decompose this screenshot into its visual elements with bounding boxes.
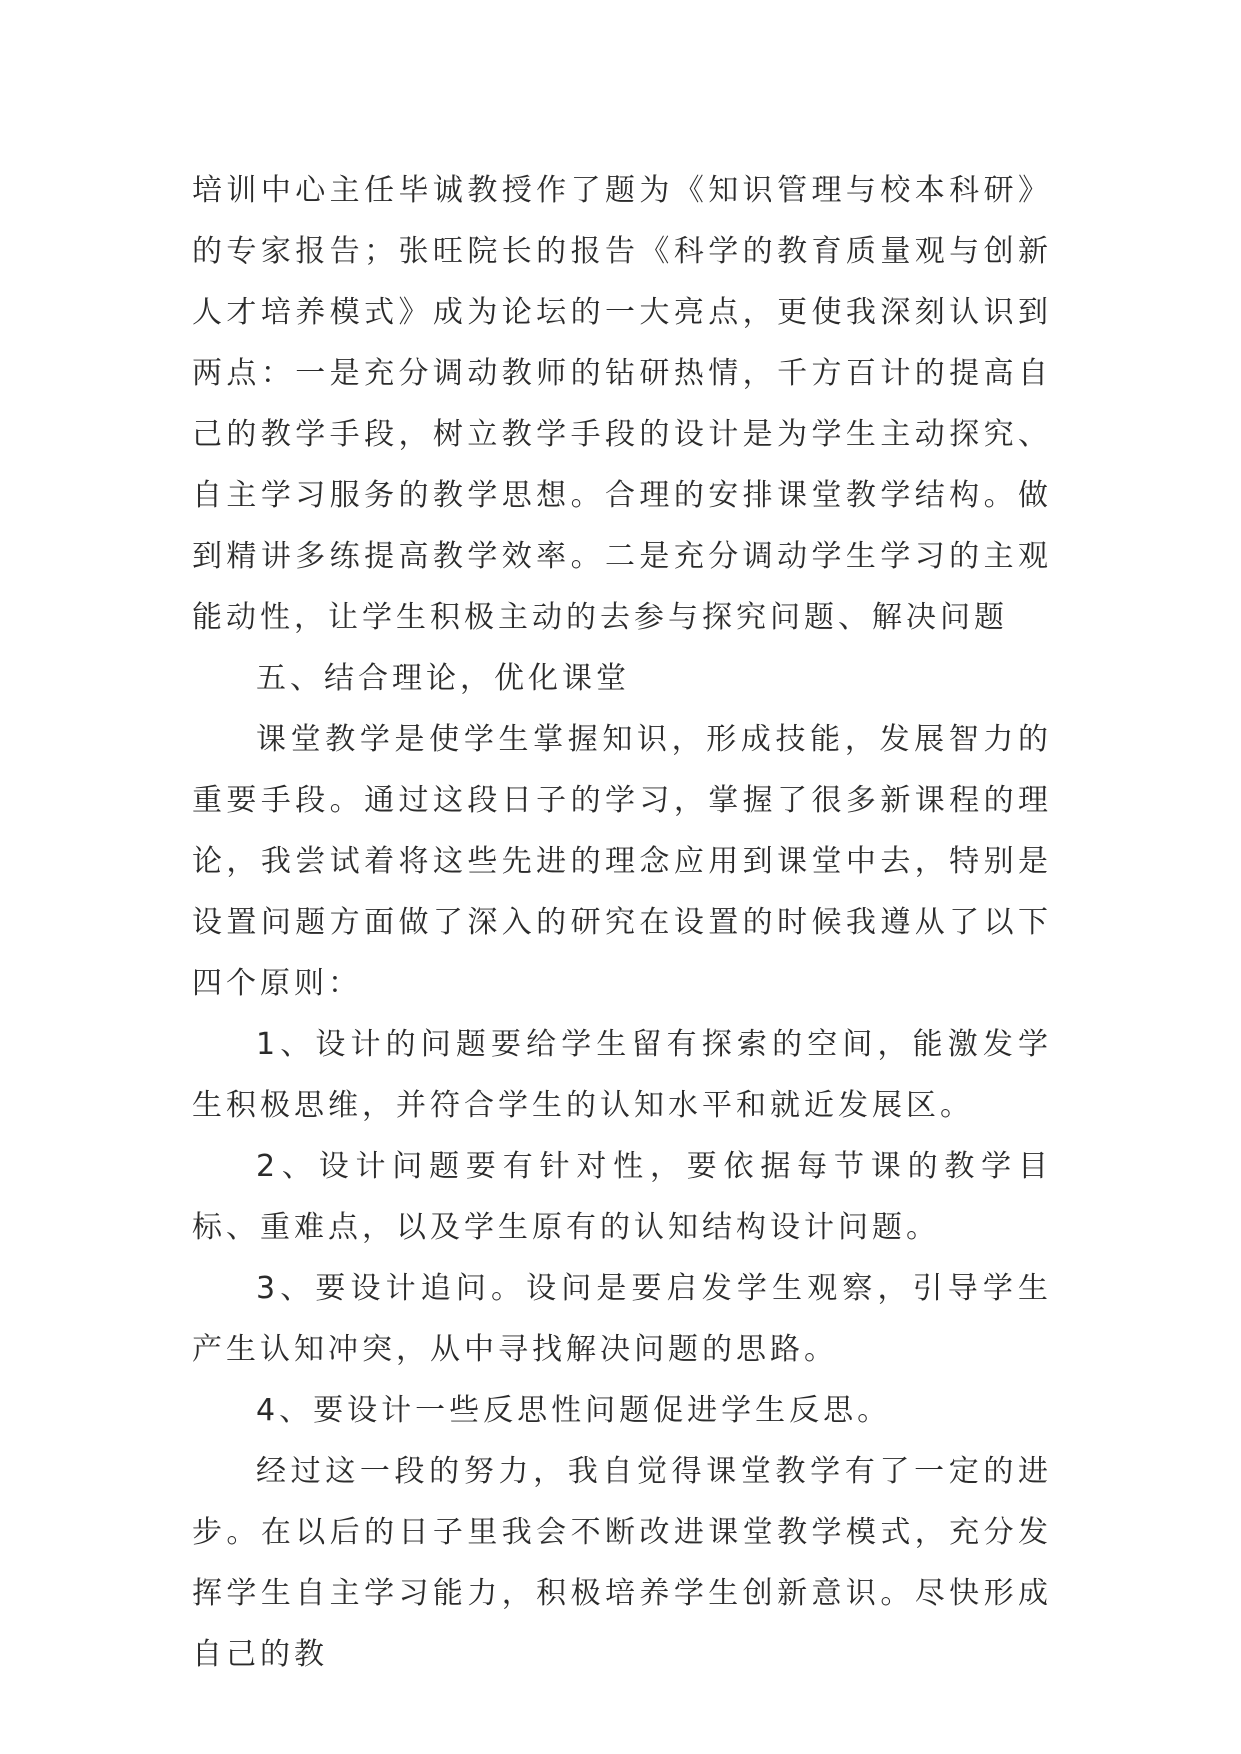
list-item-principle-2: 2、设计问题要有针对性，要依据每节课的教学目标、重难点，以及学生原有的认知结构设计问题。 xyxy=(192,1149,1052,1245)
list-item-principle-4: 4、要设计一些反思性问题促进学生反思。 xyxy=(256,1393,892,1428)
document-body xyxy=(192,160,1052,1685)
section-heading: 五、结合理论，优化课堂 xyxy=(256,661,630,696)
paragraph-conclusion: 经过这一段的努力，我自觉得课堂教学有了一定的进步。在以后的日子里我会不断改进课堂教学模式，充分发挥学生自主学习能力，积极培养学生创新意识。尽快形成自己的教 xyxy=(192,1454,1052,1672)
list-item-principle-3: 3、要设计追问。设问是要启发学生观察，引导学生产生认知冲突，从中寻找解决问题的思路。 xyxy=(192,1271,1052,1367)
list-item-principle-1: 1、设计的问题要给学生留有探索的空间，能激发学生积极思维，并符合学生的认知水平和就近发展区。 xyxy=(192,1027,1052,1123)
paragraph-classroom-teaching: 课堂教学是使学生掌握知识，形成技能，发展智力的重要手段。通过这段日子的学习，掌握了很多新课程的理论，我尝试着将这些先进的理念应用到课堂中去，特别是设置问题方面做了深入的研究在设置的时候我遵从了以下四个原则： xyxy=(192,722,1052,1001)
paragraph-continuation: 培训中心主任毕诚教授作了题为《知识管理与校本科研》的专家报告；张旺院长的报告《科学的教育质量观与创新人才培养模式》成为论坛的一大亮点，更使我深刻认识到两点：一是充分调动教师的钻研热情，千方百计的提高自己的教学手段，树立教学手段的设计是为学生主动探究、自主学习服务的教学思想。合理的安排课堂教学结构。做到精讲多练提高教学效率。二是充分调动学生学习的主观能动性，让学生积极主动的去参与探究问题、解决问题 xyxy=(192,173,1052,635)
